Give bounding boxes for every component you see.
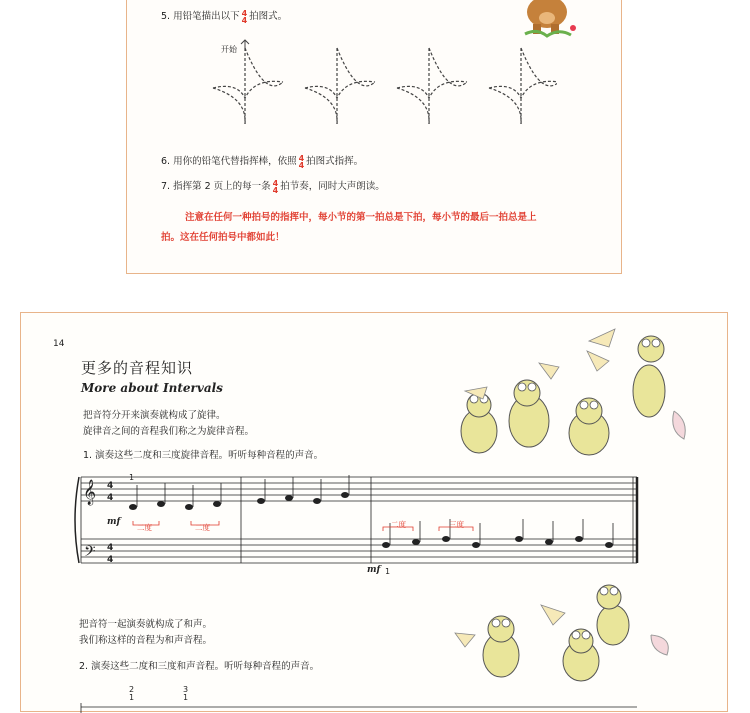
step-6: 6. 用你的铅笔代替指挥棒，依照 4 4 拍图式指挥。	[161, 153, 364, 170]
beat-pattern-4	[489, 48, 557, 124]
note-line-2: 拍。这在任何拍号中都如此！	[161, 232, 285, 243]
bottom-page	[20, 312, 728, 712]
beat-pattern-1	[213, 48, 283, 124]
svg-text:4: 4	[107, 543, 114, 553]
time-signature: 4 4	[241, 8, 248, 25]
para2-line1: 把音符一起演奏就构成了和声。	[79, 619, 213, 630]
time-signature: 4 4	[298, 153, 305, 170]
svg-text:4: 4	[107, 493, 114, 503]
bear-illustration	[507, 0, 583, 40]
fingering-1: 1	[129, 693, 135, 702]
page-number: 14	[53, 339, 65, 349]
page-title: 更多的音程知识	[81, 359, 194, 377]
para2-line2: 我们称这样的音程为和声音程。	[79, 635, 213, 646]
fingering-3: 3	[183, 685, 189, 694]
instruction-1: 1. 演奏这些二度和三度旋律音程。听听每种音程的声音。	[83, 450, 324, 461]
step-5: 5. 用铅笔描出以下 4 4 拍图式。	[161, 8, 288, 25]
svg-text:4: 4	[107, 481, 114, 491]
fingering-1b: 1	[183, 693, 189, 702]
frogs-illustration-2	[441, 575, 681, 693]
start-label: 开始	[221, 45, 237, 54]
dynamic-mf-bottom: mf	[367, 565, 381, 575]
interval-label-2nd-c: 二度	[391, 520, 406, 529]
interval-label-3rd: 三度	[449, 520, 464, 529]
para1-line1: 把音符分开来演奏就构成了旋律。	[83, 410, 226, 421]
frogs-illustration	[439, 321, 709, 471]
svg-text:𝄢: 𝄢	[84, 543, 96, 564]
fingering-top: 1	[129, 473, 135, 482]
beat-pattern-diagrams	[207, 38, 557, 128]
step-7: 7. 指挥第 2 页上的每一条 4 4 拍节奏，同时大声朗读。	[161, 178, 385, 195]
fingering-2: 2	[129, 685, 135, 694]
interval-label-2nd-a: 二度	[137, 523, 152, 532]
beat-pattern-3	[397, 48, 467, 124]
time-signature: 4 4	[272, 178, 279, 195]
svg-text:𝄞: 𝄞	[83, 480, 97, 505]
music-staff-melodic	[71, 473, 691, 583]
interval-label-2nd-b: 二度	[195, 523, 210, 532]
note-line-1: 注意在任何一种拍号的指挥中，每小节的第一拍总是下拍，每小节的最后一拍总是上	[185, 212, 537, 223]
instruction-2: 2. 演奏这些二度和三度和声音程。听听每种音程的声音。	[79, 661, 320, 672]
para1-line2: 旋律音之间的音程我们称之为旋律音程。	[83, 426, 255, 437]
svg-text:4: 4	[107, 555, 114, 565]
fingering-bottom: 1	[385, 567, 391, 576]
dynamic-mf-top: mf	[107, 517, 121, 527]
top-page	[126, 0, 622, 274]
page-subtitle: More about Intervals	[81, 381, 223, 395]
beat-pattern-2	[305, 48, 375, 124]
